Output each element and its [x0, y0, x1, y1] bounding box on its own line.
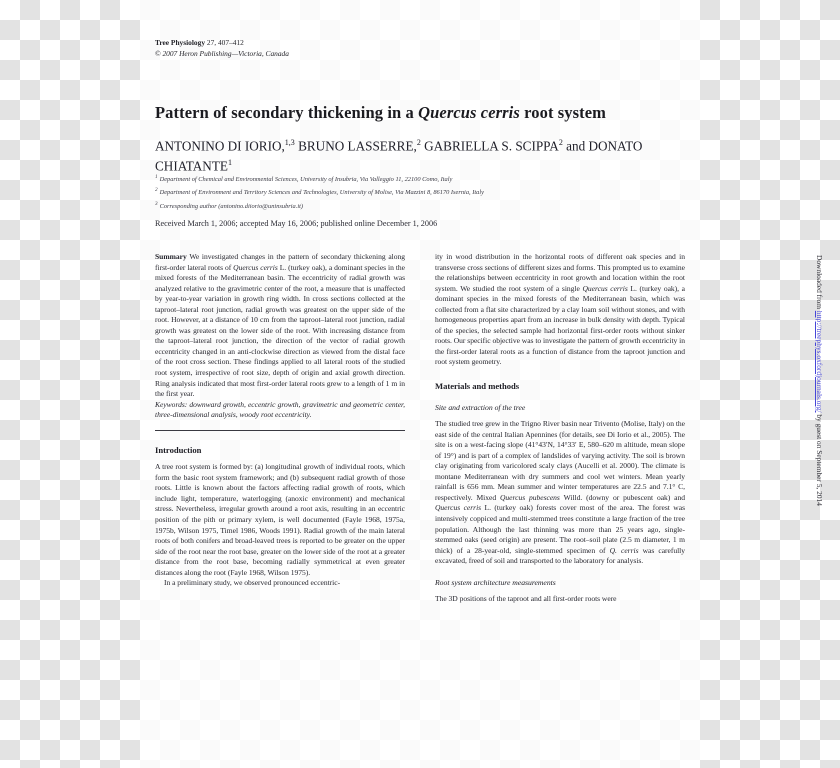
summary-species: Quercus cerris — [233, 262, 278, 272]
title-species: Quercus cerris — [418, 103, 520, 122]
watermark-suffix: by guest on September 5, 2014 — [815, 412, 824, 506]
page-title — [155, 103, 685, 123]
keywords-label: Keywords: — [155, 399, 188, 409]
summary-text-b: L. (turkey oak), a dominant species in the mixed forests of the Mediterranean basin. The eccentricity of radial growth was analyzed relative to the gravimetric center of the root, a measure that is unaffected by year-to-year variation in growth ring width. In cross sections collected at the taproot–lateral root junction, radial growth was greatest on the upper side of the root. However, at a distance of 10 cm from the taproot–lateral root junction, radial growth was greatest on the lower side of the root. With increasing distance from the taproot–lateral root junction, the direction of the vector of radial growth eccentricity changed in an anti-clockwise direction as viewed from the distal face of the root cross section. These findings applied to all lateral roots of the studied root system, irrespective of root size, depth of origin and axial growth direction. Ring analysis indicated that most first-order lateral roots grew to a length of 1 m in the first year. — [155, 262, 405, 399]
affiliation-3-marker: 3 — [155, 200, 158, 207]
journal-name: Tree Physiology — [155, 38, 206, 47]
affiliation-1 — [155, 172, 685, 185]
introduction-paragraph-2-start: In a preliminary study, we observed pronounced eccentric- — [164, 578, 341, 588]
materials-paragraph-1 — [435, 419, 685, 567]
introduction-paragraph-1: A tree root system is formed by: (a) longitudinal growth of individual roots, which form the basic root system framework; and (b) subsequent radial growth of those roots. Little is known about the factors affecting radial growth of roots, which include light, temperature, waterlogging (anoxic environment) and mechanical stress. Nevertheless, irregular growth around a root axis, resulting in an eccentric position of the pith or primary xylem, is well documented (Fayle 1968, 1975a, 1975b, Wilson 1975, Timel 1986, Woods 1991). Radial growth of the main lateral roots of both conifers and broad-leaved trees is reported to be greater on the upper side of the root near the root base, greater on the lower side of the root at a greater distance from the root base, becoming radially symmetrical at even greater distances along the root (Fayle 1968, Wilson 1975). — [155, 462, 405, 577]
materials-species-3: Q. cerris — [609, 545, 639, 555]
author-2-affil-marker: 2 — [416, 138, 421, 147]
paper-sheet — [140, 0, 824, 768]
intro-p2-species: Quercus cerris — [582, 283, 628, 293]
keywords-paragraph — [155, 400, 405, 421]
intro-p2-text-a: ity in wood distribution in the horizontal roots of different oak species and in transverse cross sections of different sizes and forms. This prompted us to examine the relationships between eccentricity in root growth and location within the root system. We studied the root system of a single — [435, 252, 685, 293]
body-columns — [155, 252, 685, 752]
materials-heading: Materials and methods — [435, 381, 520, 392]
author-2: BRUNO LASSERRE, — [294, 138, 417, 154]
watermark-link[interactable]: http://treephys.oxfordjournals.org/ — [815, 310, 824, 413]
affiliation-1-text: Department of Chemical and Environmental Sciences, University of Insubria, Via Valleggio 11, 22100 Como, Italy — [159, 176, 453, 184]
author-1: ANTONINO DI IORIO, — [155, 138, 285, 154]
affiliation-2-marker: 2 — [155, 187, 158, 194]
author-4-affil-marker: 1 — [227, 158, 232, 168]
affiliation-3 — [155, 199, 685, 212]
materials-p1-d: was carefully excavated, freed of soil and transported to the laboratory for analysis. — [435, 545, 686, 566]
materials-species-2: Quercus cerris — [435, 503, 482, 513]
author-1-affil-marker: 1,3 — [284, 138, 295, 147]
journal-citation: 27, 407–412 — [206, 38, 244, 47]
summary-paragraph — [155, 252, 405, 400]
author-4: and DONATO CHIATANTE — [155, 138, 643, 174]
intro-p2-text-b: L. (turkey oak), a dominant species in the mixed forests of the Mediterranean basin, which was collected from a flat site characterized by a clay loam soil without stones, and with homogeneous properties apart from an increase in bulk density with depth. Typical of the species, the selected sample had horizontal first-order roots without sinker roots. Our specific objective was to investigate the pattern of growth eccentricity in the first-order lateral roots as a function of distance from the taproot junction and root system geometry. — [435, 283, 685, 367]
column-right — [435, 252, 685, 605]
author-list — [155, 134, 685, 175]
affiliations — [155, 172, 685, 212]
title-part-2: root system — [519, 103, 607, 122]
watermark-prefix: Downloaded from — [815, 255, 824, 311]
materials-paragraph-2: The 3D positions of the taproot and all first-order roots were — [435, 594, 617, 604]
site-extraction-subheading: Site and extraction of the tree — [435, 402, 526, 412]
journal-citation-line — [155, 38, 555, 49]
introduction-paragraph-2-cont — [435, 252, 685, 368]
materials-p1-b: Willd. (downy or pubescent oak) and — [559, 492, 685, 502]
affiliation-1-marker: 1 — [155, 174, 158, 180]
affiliation-2 — [155, 185, 685, 198]
affiliation-2-text: Department of Environment and Territory Sciences and Technologies, University of Molise, Via Mazzini 8, 86170 Isernia, Italy — [159, 189, 484, 197]
received-dates: Received March 1, 2006; accepted May 16, 2006; published online December 1, 2006 — [155, 219, 438, 228]
author-3-affil-marker: 2 — [558, 138, 563, 147]
download-watermark-text — [815, 255, 824, 555]
title-part-1: Pattern of secondary thickening in a — [155, 103, 419, 122]
author-3: GABRIELLA S. SCIPPA — [420, 138, 559, 154]
materials-p1-a: The studied tree grew in the Trigno River basin near Trivento (Molise, Italy) on the east side of the central Italian Apennines (for details, see Di Iorio et al., 2005). The site is on a west-facing slope (41°43′N, 14°33′ E, 580–620 m altitude, mean slope of 19°) and is part of a complex of landslides of varying activity. The soil is brown clay originating from varicolored scaly clays (Aucelli et al. 2000). The climate is montane Mediterranean with dry summers and cool wet winters. Mean yearly rainfall is 656 mm. Mean summer and winter temperatures are 22.5 and 7.1° C, respectively. Mixed — [435, 419, 685, 502]
section-divider — [155, 430, 405, 432]
journal-copyright: © 2007 Heron Publishing—Victoria, Canada — [155, 48, 289, 58]
materials-species-1: Quercus pubescens — [499, 492, 560, 502]
keywords-text: downward growth, eccentric growth, gravimetric and geometric center, three-dimensional analysis, woody root eccentricity. — [155, 399, 405, 420]
summary-label: Summary — [155, 252, 187, 261]
materials-p1-c: L. (turkey oak) forests cover most of the area. The forest was intensively coppiced and multi-stemmed trees constitute a large fraction of the tree population. Although the last thinning was more than 25 years ago, single-stemmed oaks (seed origin) are present. The root–soil plate (2.5 m diameter, 1 m thick) of a 28-year-old, single-stemmed specimen of — [435, 503, 685, 555]
journal-header — [155, 38, 555, 59]
download-watermark — [812, 255, 828, 555]
affiliation-3-text: Corresponding author (antonino.diiorio@uninsubria.it) — [159, 202, 303, 210]
introduction-heading: Introduction — [155, 444, 202, 455]
root-architecture-subheading: Root system architecture measurements — [435, 577, 556, 587]
summary-text-a: We investigated changes in the pattern of secondary thickening along first-order lateral roots of — [155, 252, 405, 272]
column-left — [155, 252, 405, 589]
